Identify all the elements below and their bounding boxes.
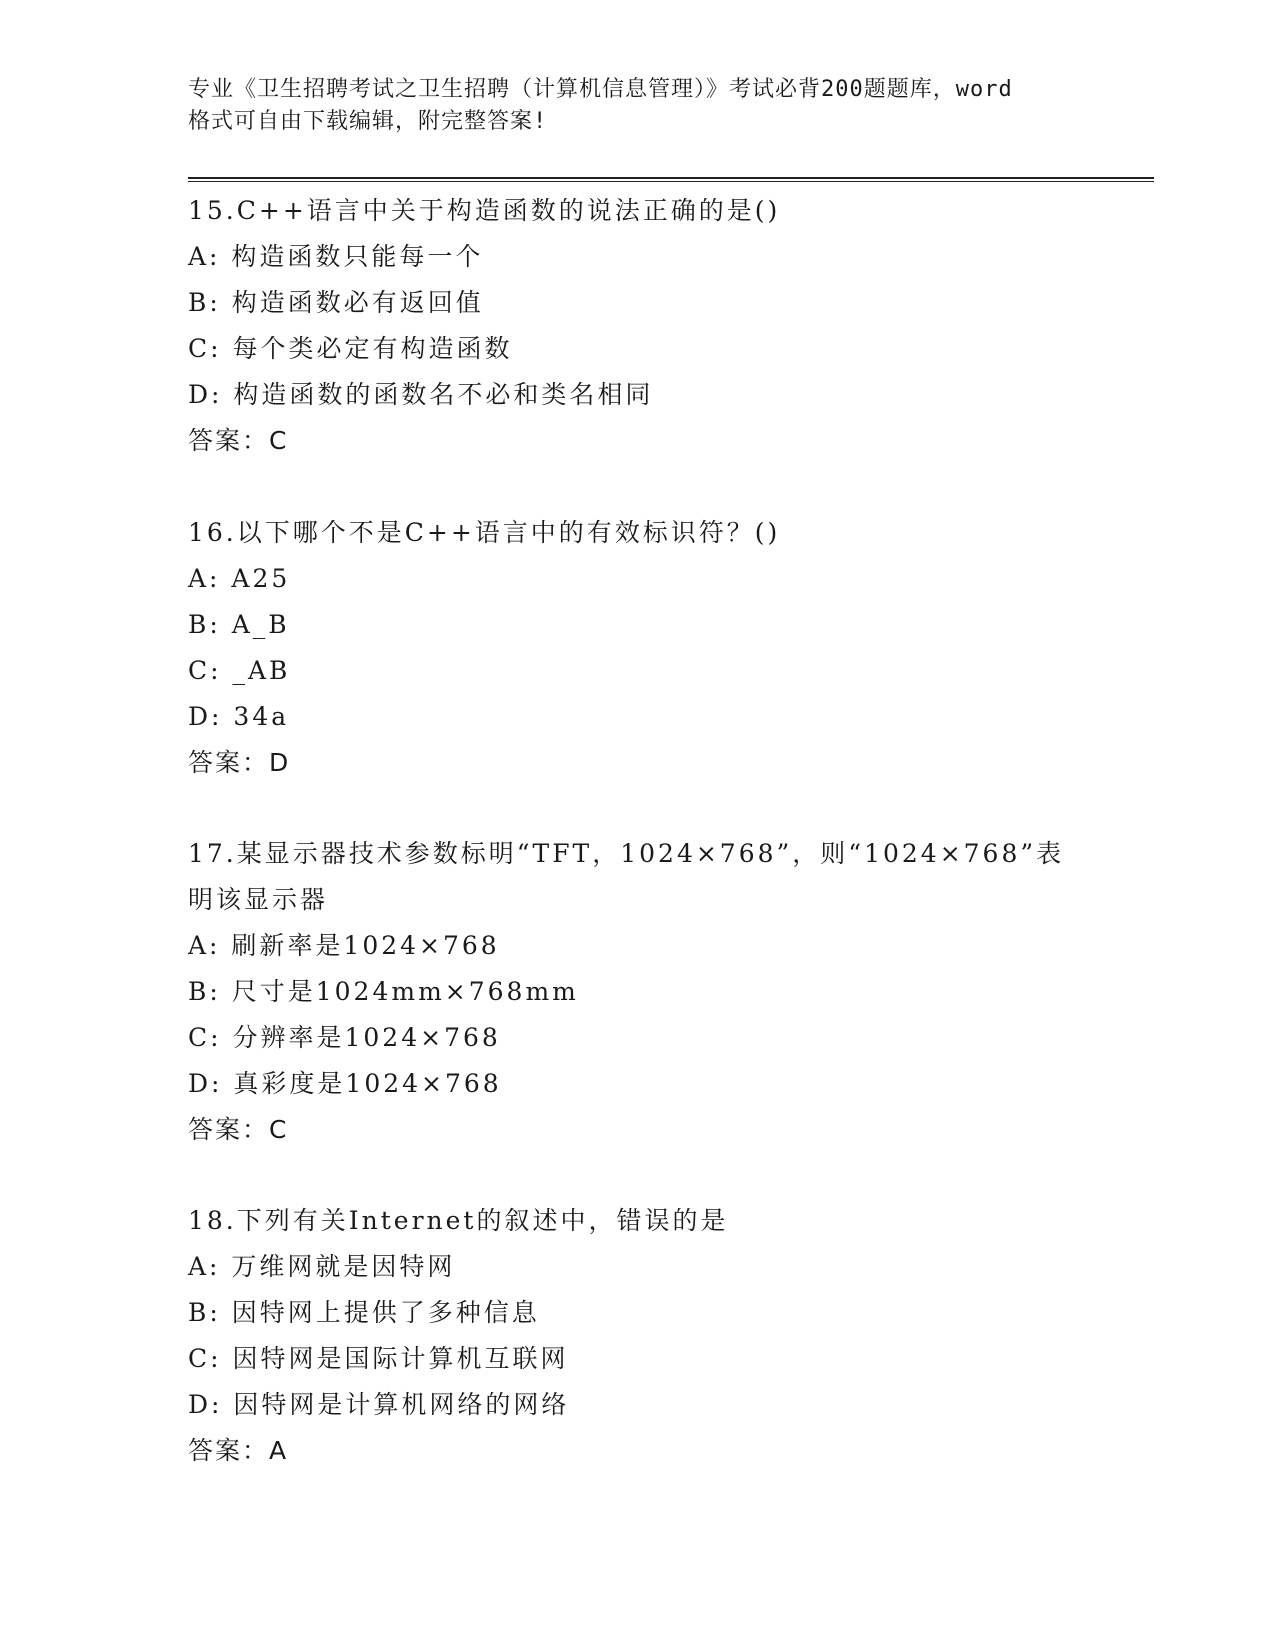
question-block-17: [188, 831, 1188, 1153]
option-d: D: 因特网是计算机网络的网络: [188, 1390, 570, 1419]
option-b: B: 构造函数必有返回值: [188, 288, 484, 317]
option-d: D: 34a: [188, 702, 290, 731]
option-b: B: 尺寸是1024mm×768mm: [188, 977, 579, 1006]
question-stem-continued: 明该显示器: [188, 885, 329, 914]
header-line-2: 格式可自由下载编辑，附完整答案!: [188, 109, 548, 134]
question-stem: 15.C++语言中关于构造函数的说法正确的是(): [188, 196, 781, 225]
question-block-18: [188, 1198, 1188, 1474]
answer-line: 答案：A: [188, 1436, 289, 1465]
question-stem: 18.下列有关Internet的叙述中，错误的是: [188, 1206, 729, 1235]
option-c: C: 因特网是国际计算机互联网: [188, 1344, 569, 1373]
option-a: A: 构造函数只能每一个: [188, 242, 484, 271]
option-c: C: 每个类必定有构造函数: [188, 334, 513, 363]
answer-line: 答案：D: [188, 748, 291, 777]
header-line-1: 专业《卫生招聘考试之卫生招聘（计算机信息管理）》考试必背200题题库，word: [188, 77, 1013, 102]
answer-line: 答案：C: [188, 426, 289, 455]
question-block-16: [188, 510, 1188, 786]
option-b: B: 因特网上提供了多种信息: [188, 1298, 540, 1327]
option-a: A: 刷新率是1024×768: [188, 931, 500, 960]
question-stem: 17.某显示器技术参数标明“TFT，1024×768”，则“1024×768”表: [188, 839, 1065, 868]
option-a: A: 万维网就是因特网: [188, 1252, 456, 1281]
question-block-15: [188, 188, 1188, 464]
answer-line: 答案：C: [188, 1115, 289, 1144]
question-stem: 16.以下哪个不是C++语言中的有效标识符？(): [188, 518, 781, 547]
option-a: A: A25: [188, 564, 291, 593]
option-d: D: 构造函数的函数名不必和类名相同: [188, 380, 654, 409]
header-divider: [188, 177, 1154, 182]
document-header: [188, 74, 1088, 138]
option-b: B: A_B: [188, 610, 290, 639]
option-d: D: 真彩度是1024×768: [188, 1069, 502, 1098]
option-c: C: _AB: [188, 656, 291, 685]
option-c: C: 分辨率是1024×768: [188, 1023, 501, 1052]
